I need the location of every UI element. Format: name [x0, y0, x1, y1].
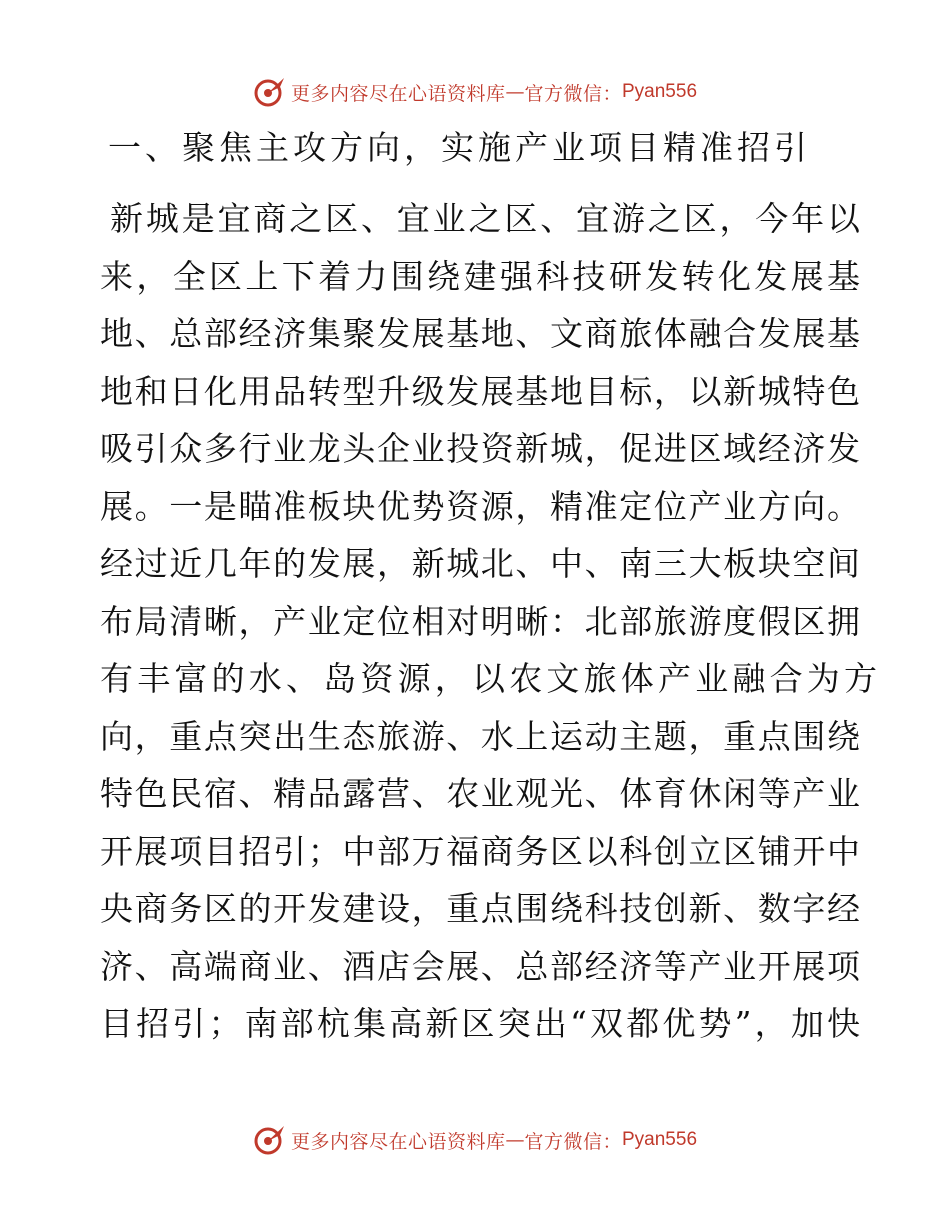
- paragraph-line: 开展项目招引；中部万福商务区以科创立区铺开中: [100, 831, 860, 871]
- quill-logo-icon: [253, 1123, 287, 1157]
- paragraph-line: 布局清晰，产业定位相对明晰：北部旅游度假区拥: [100, 601, 860, 641]
- body-paragraph: [100, 190, 882, 1053]
- watermark-text: 更多内容尽在心语资料库: [290, 82, 506, 105]
- paragraph-line: 吸引众多行业龙头企业投资新城，促进区域经济发: [100, 429, 860, 468]
- watermark-header: [0, 72, 950, 112]
- watermark-separator: —: [505, 1129, 525, 1151]
- watermark-id: Pyan556: [622, 81, 698, 102]
- paragraph-line: 地和日化用品转型升级发展基地目标，以新城特色: [100, 371, 860, 411]
- watermark-label: 官方微信：: [524, 1130, 622, 1153]
- paragraph-line: 地、总部经济集聚发展基地、文商旅体融合发展基: [100, 314, 860, 353]
- paragraph-line: 展。一是瞄准板块优势资源，精准定位产业方向。: [100, 486, 860, 526]
- watermark-separator: —: [505, 81, 525, 103]
- paragraph-line: 目招引；南部杭集高新区突出“双都优势”，加快: [100, 1004, 860, 1043]
- paragraph-line: 有丰富的水、岛资源，以农文旅体产业融合为方: [100, 659, 882, 698]
- paragraph-line: 经过近几年的发展，新城北、中、南三大板块空间: [100, 544, 860, 583]
- paragraph-line: 特色民宿、精品露营、农业观光、体育休闲等产业: [100, 774, 860, 813]
- paragraph-line: 新城是宜商之区、宜业之区、宜游之区，今年以: [110, 199, 860, 238]
- watermark-text: 更多内容尽在心语资料库: [290, 1130, 506, 1153]
- quill-logo-icon: [253, 75, 287, 109]
- watermark-id: Pyan556: [622, 1129, 698, 1150]
- watermark-footer: [0, 1120, 950, 1160]
- section-heading: 一、聚焦主攻方向，实施产业项目精准招引: [108, 128, 811, 167]
- paragraph-line: 央商务区的开发建设，重点围绕科技创新、数字经: [100, 889, 860, 928]
- watermark-label: 官方微信：: [524, 82, 622, 105]
- paragraph-line: 向，重点突出生态旅游、水上运动主题，重点围绕: [100, 716, 860, 756]
- paragraph-line: 济、高端商业、酒店会展、总部经济等产业开展项: [100, 946, 860, 986]
- paragraph-line: 来，全区上下着力围绕建强科技研发转化发展基: [100, 256, 860, 296]
